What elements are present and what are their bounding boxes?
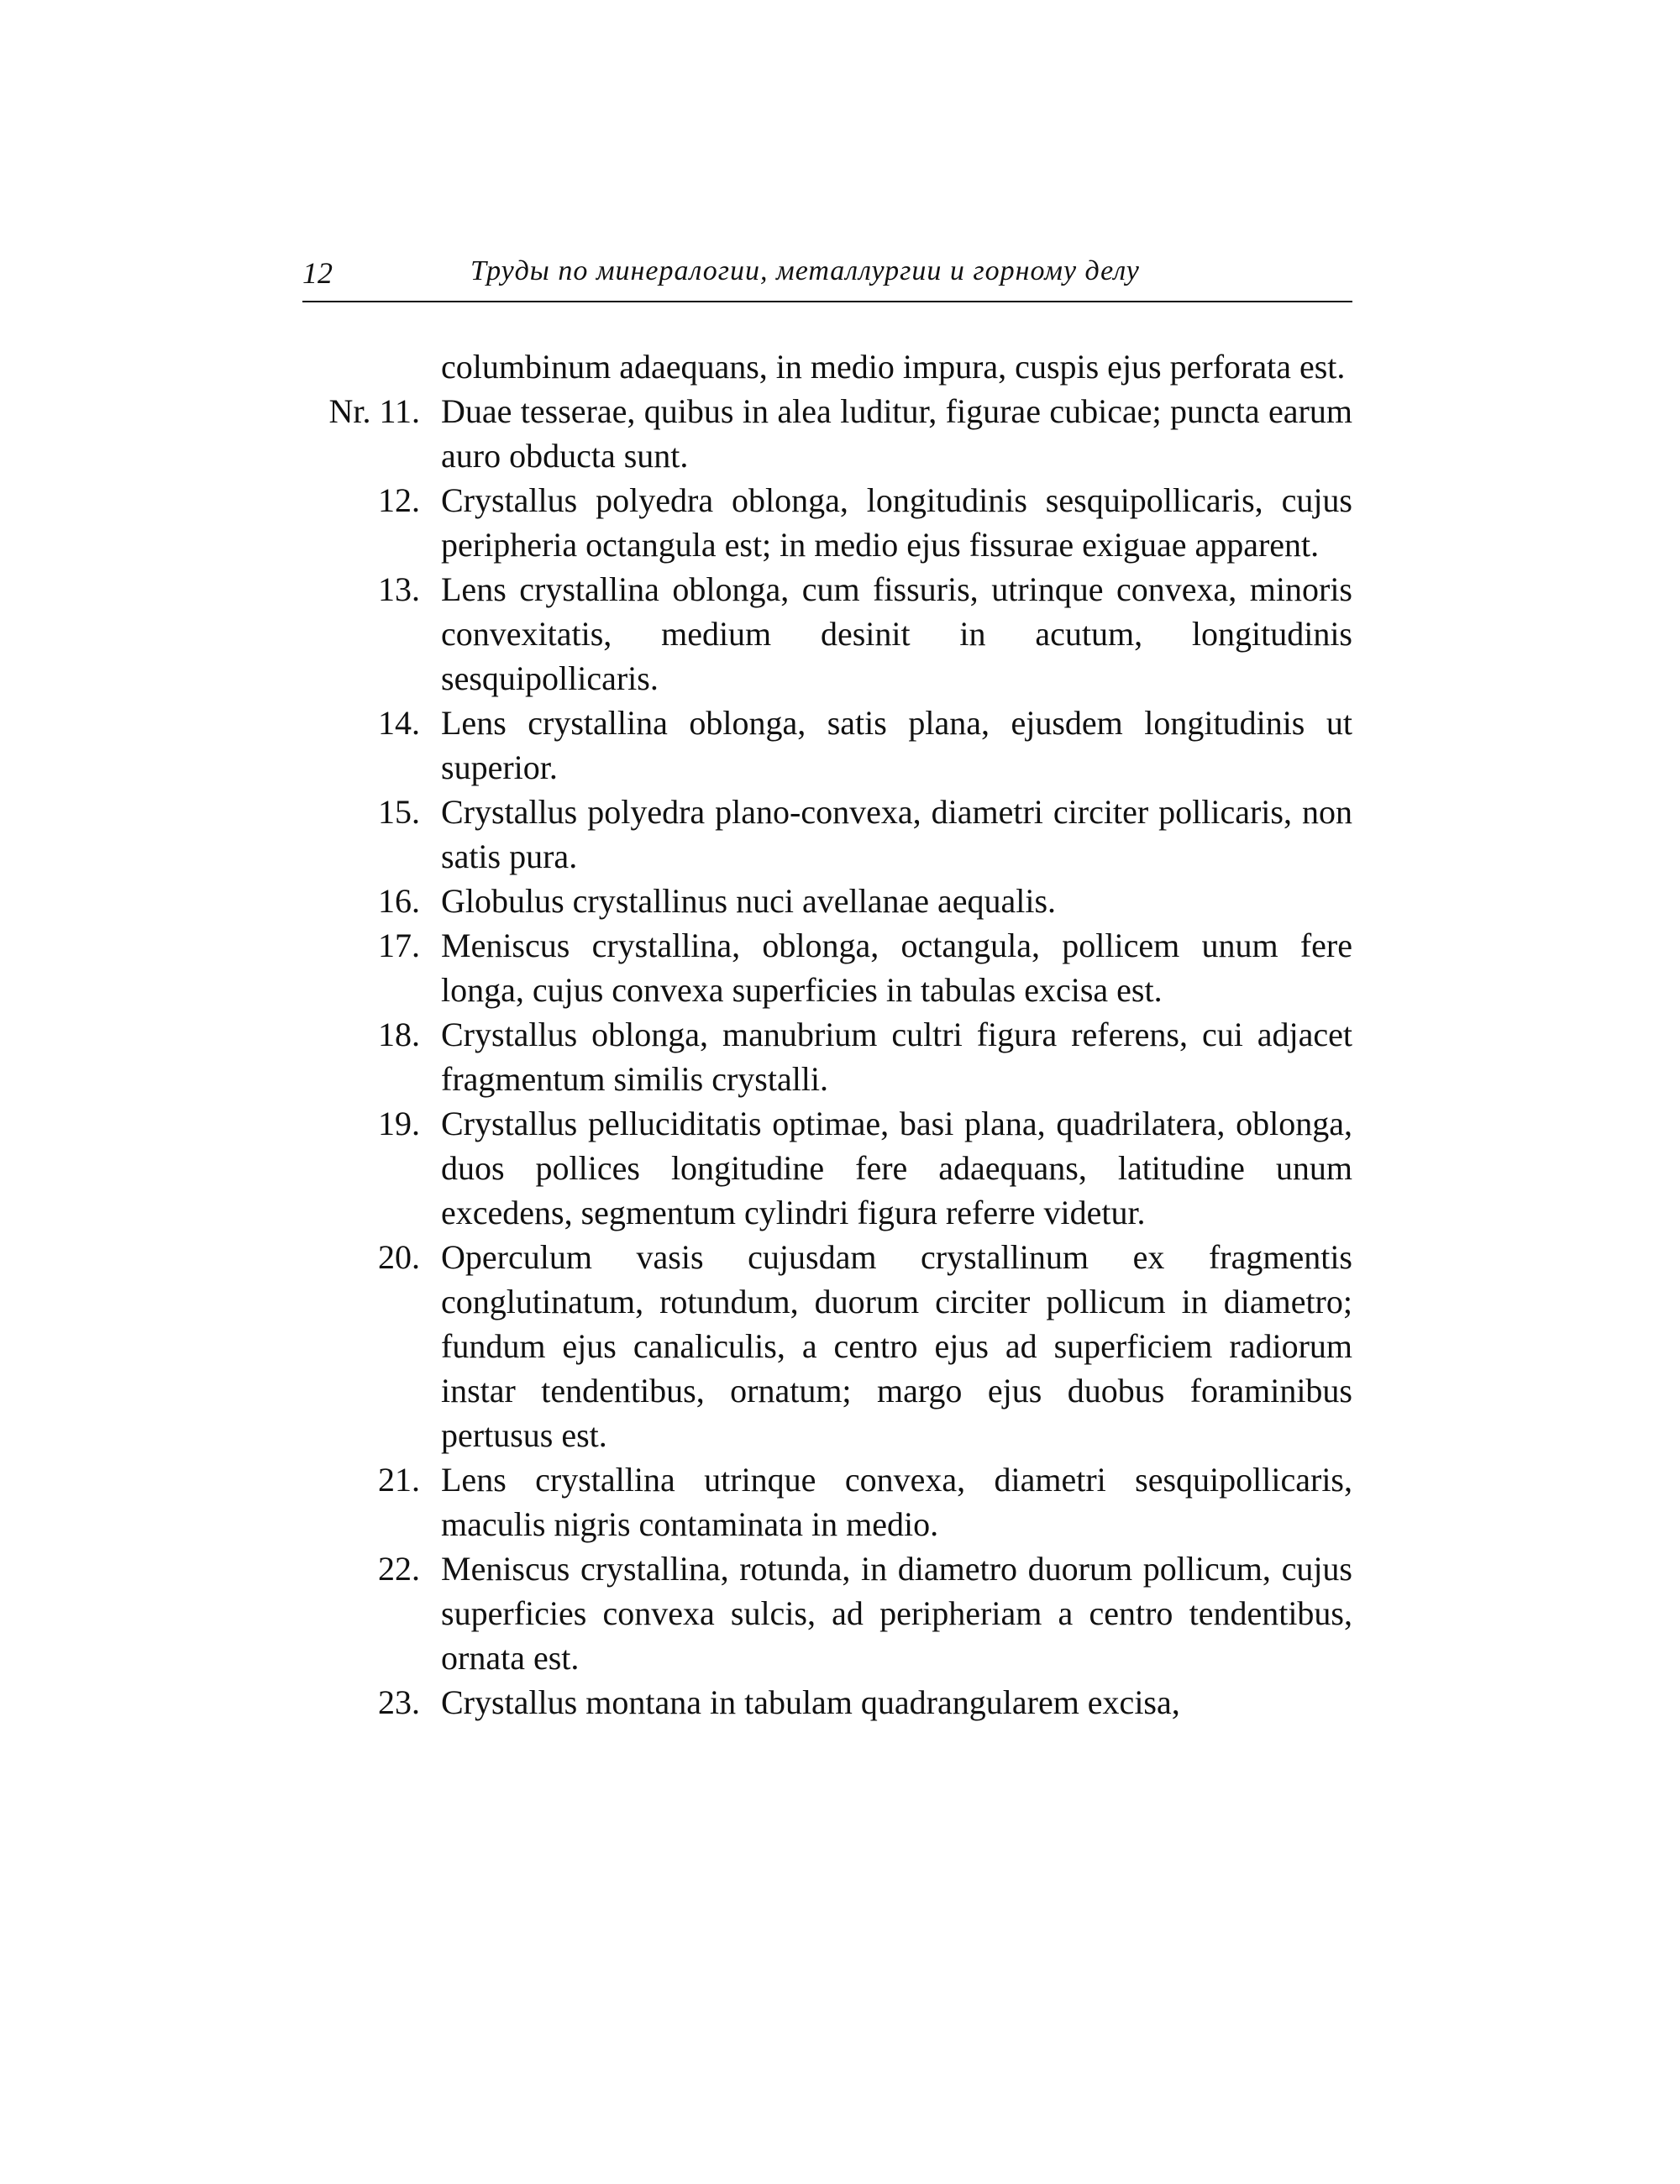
catalog-text bbox=[302, 344, 1352, 1725]
entry-text: Crystallus oblonga, manubrium cultri figura referens, cui adjacet fragmentum similis crystalli. bbox=[441, 1016, 1352, 1098]
entry-text: Meniscus crystallina, oblonga, octangula, pollicem unum fere longa, cujus convexa superficies in tabulas excisa est. bbox=[441, 927, 1352, 1009]
page-number: 12 bbox=[302, 256, 333, 290]
entry-text: Lens crystallina utrinque convexa, diametri sesquipollicaris, maculis nigris contaminata in medio. bbox=[441, 1461, 1352, 1543]
catalog-entry-21 bbox=[302, 1457, 1352, 1546]
entry-text: Operculum vasis cujusdam crystallinum ex fragmentis conglutinatum, rotundum, duorum circiter pollicum in diametro; fundum ejus canaliculis, a centro ejus ad superficiem radiorum instar tendentibus, ornatum; margo ejus duobus foraminibus pertusus est. bbox=[441, 1238, 1352, 1454]
entry-text: Crystallus pelluciditatis optimae, basi plana, quadrilatera, oblonga, duos pollices longitudine fere adaequans, latitudine unum excedens, segmentum cylindri figura referre videtur. bbox=[441, 1105, 1352, 1231]
entry-text: Crystallus polyedra oblonga, longitudinis sesquipollicaris, cujus peripheria octangula est; in medio ejus fissurae exiguae apparent. bbox=[441, 481, 1352, 564]
entry-text: Lens crystallina oblonga, satis plana, ejusdem longitudinis ut superior. bbox=[441, 704, 1352, 786]
catalog-entry-23 bbox=[302, 1680, 1352, 1725]
entry-text: columbinum adaequans, in medio impura, cuspis ejus perforata est. bbox=[441, 348, 1346, 386]
catalog-entry-22 bbox=[302, 1546, 1352, 1680]
entry-number: 18. bbox=[378, 1016, 420, 1053]
catalog-entry-17 bbox=[302, 923, 1352, 1012]
entry-text: Duae tesserae, quibus in alea luditur, figurae cubicae; puncta earum auro obducta sunt. bbox=[441, 392, 1352, 475]
entry-number: 16. bbox=[378, 882, 420, 920]
catalog-entry-14 bbox=[302, 701, 1352, 790]
entry-text: Crystallus polyedra plano-convexa, diametri circiter pollicaris, non satis pura. bbox=[441, 793, 1352, 875]
entry-number: 14. bbox=[378, 704, 420, 742]
entry-number: 15. bbox=[378, 793, 420, 831]
catalog-entry-15 bbox=[302, 790, 1352, 879]
catalog-entry-11 bbox=[302, 389, 1352, 478]
catalog-entry-12 bbox=[302, 478, 1352, 567]
entry-text: Globulus crystallinus nuci avellanae aequalis. bbox=[441, 882, 1057, 920]
entry-number: 21. bbox=[378, 1461, 420, 1499]
entry-number: 20. bbox=[378, 1238, 420, 1276]
entry-text: Lens crystallina oblonga, cum fissuris, utrinque convexa, minoris convexitatis, medium desinit in acutum, longitudinis sesquipollicaris. bbox=[441, 570, 1352, 697]
entry-number: 13. bbox=[378, 570, 420, 608]
entry-number: 19. bbox=[378, 1105, 420, 1142]
page-header bbox=[302, 252, 1352, 302]
catalog-entry-continuation bbox=[302, 344, 1352, 389]
running-title: Труды по минералогии, металлургии и горному делу bbox=[470, 255, 1140, 286]
entry-number: 22. bbox=[378, 1550, 420, 1588]
entry-number: 23. bbox=[378, 1683, 420, 1721]
catalog-entry-18 bbox=[302, 1012, 1352, 1101]
catalog-entry-16 bbox=[302, 879, 1352, 923]
entry-text: Crystallus montana in tabulam quadrangularem excisa, bbox=[441, 1683, 1180, 1721]
entry-number: Nr. 11. bbox=[328, 392, 420, 430]
entry-number: 12. bbox=[378, 481, 420, 519]
entry-number: 17. bbox=[378, 927, 420, 964]
catalog-entry-13 bbox=[302, 567, 1352, 701]
entry-text: Meniscus crystallina, rotunda, in diametro duorum pollicum, cujus superficies convexa sulcis, ad peripheriam a centro tendentibus, ornata est. bbox=[441, 1550, 1352, 1677]
catalog-entry-20 bbox=[302, 1235, 1352, 1457]
catalog-entry-19 bbox=[302, 1101, 1352, 1235]
